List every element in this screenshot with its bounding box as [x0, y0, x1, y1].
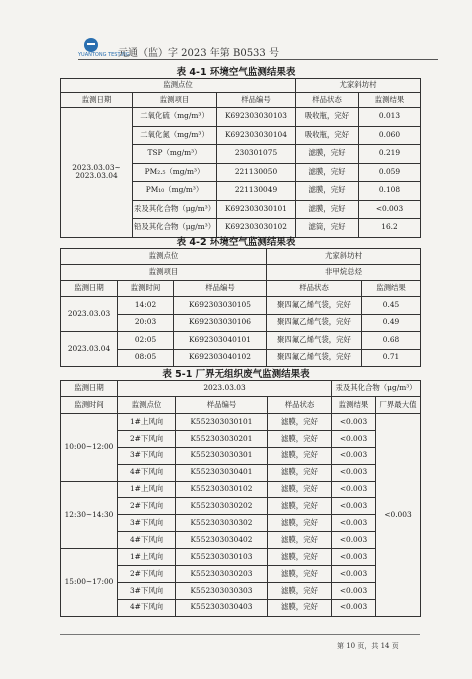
sample-state: 滤膜，完好	[268, 481, 332, 498]
monitor-result: 16.2	[359, 219, 421, 238]
monitor-result: <0.003	[332, 532, 376, 549]
document-number: 元通（监）字 2023 年第 B0533 号	[118, 48, 279, 59]
monitor-result: <0.003	[332, 549, 376, 566]
sample-state: 滤膜，完好	[268, 430, 332, 447]
monitor-point-label: 监测点位	[61, 249, 267, 265]
sample-state: 滤膜，完好	[296, 163, 359, 182]
monitor-result: 0.71	[362, 349, 421, 367]
sample-state: 滤膜，完好	[268, 566, 332, 583]
sample-state: 吸收瓶，完好	[296, 108, 359, 127]
sample-state: 滤膜，完好	[268, 582, 332, 599]
monitor-time: 02:05	[118, 332, 174, 350]
monitor-result: <0.003	[332, 515, 376, 532]
monitor-time: 08:05	[118, 349, 174, 367]
monitor-result: <0.003	[332, 447, 376, 464]
sample-state: 滤膜，完好	[268, 549, 332, 566]
monitor-item: 二氧化氮（mg/m³）	[133, 126, 217, 145]
monitor-time: 12:30~14:30	[61, 481, 118, 549]
monitor-result: 0.219	[359, 145, 421, 164]
sample-id: K692303030101	[217, 200, 296, 219]
monitor-point: 4#下风向	[118, 532, 176, 549]
sample-id: K552303030102	[176, 481, 268, 498]
monitor-point: 3#下风向	[118, 515, 176, 532]
sample-id: 221130049	[217, 182, 296, 201]
sample-state: 聚四氟乙烯气袋，完好	[267, 332, 362, 350]
sample-id: K552303030303	[176, 582, 268, 599]
monitor-point: 4#下风向	[118, 464, 176, 481]
column-header: 监测日期	[61, 93, 133, 108]
table-5-1	[60, 380, 421, 617]
boundary-max-value: <0.003	[376, 414, 421, 617]
monitor-result: 0.108	[359, 182, 421, 201]
monitor-result: <0.003	[332, 498, 376, 515]
sample-id: K552303030402	[176, 532, 268, 549]
column-header: 监测项目	[133, 93, 217, 108]
sample-id: K552303030302	[176, 515, 268, 532]
monitor-point: 1#上风向	[118, 549, 176, 566]
sample-state: 滤筒，完好	[296, 219, 359, 238]
company-logo	[78, 38, 130, 60]
monitor-result: <0.003	[359, 200, 421, 219]
sample-id: K552303030201	[176, 430, 268, 447]
sample-id: K552303030101	[176, 414, 268, 431]
footer-divider	[60, 634, 420, 635]
column-header: 厂界最大值	[376, 397, 421, 414]
monitor-result: 0.013	[359, 108, 421, 127]
table-row	[61, 297, 421, 315]
table-row	[61, 414, 421, 431]
sample-id: K552303030203	[176, 566, 268, 583]
monitor-point: 1#上风向	[118, 414, 176, 431]
monitor-time: 10:00~12:00	[61, 414, 118, 482]
sample-state: 滤膜，完好	[268, 414, 332, 431]
column-header: 样品编号	[176, 397, 268, 414]
table-4-2-caption: 表 4-2 环境空气监测结果表	[176, 237, 296, 248]
monitor-item: PM₂.₅（mg/m³）	[133, 163, 217, 182]
monitor-time: 20:03	[118, 314, 174, 332]
sample-id: K552303030401	[176, 464, 268, 481]
column-header: 监测日期	[61, 281, 118, 297]
sample-state: 滤膜，完好	[296, 200, 359, 219]
column-header: 监测时间	[61, 397, 118, 414]
table-row	[61, 549, 421, 566]
sample-state: 滤膜，完好	[268, 464, 332, 481]
monitor-result: <0.003	[332, 566, 376, 583]
sample-id: K692303030106	[174, 314, 267, 332]
monitor-result: <0.003	[332, 599, 376, 616]
sample-state: 滤膜，完好	[296, 145, 359, 164]
monitor-time: 14:02	[118, 297, 174, 315]
column-header: 样品状态	[296, 93, 359, 108]
column-header: 样品状态	[267, 281, 362, 297]
table-row	[61, 332, 421, 350]
monitor-item: 汞及其化合物（μg/m³）	[133, 200, 217, 219]
monitor-date: 2023.03.03	[118, 381, 332, 397]
monitor-point: 2#下风向	[118, 566, 176, 583]
sample-id: K692303040102	[174, 349, 267, 367]
sample-state: 滤膜，完好	[268, 498, 332, 515]
table-5-1-caption: 表 5-1 厂界无组织废气监测结果表	[162, 369, 310, 380]
sample-state: 滤膜，完好	[268, 447, 332, 464]
monitor-item: PM₁₀（mg/m³）	[133, 182, 217, 201]
monitor-result: <0.003	[332, 481, 376, 498]
sample-id: K692303030103	[217, 108, 296, 127]
sample-id: 230301075	[217, 145, 296, 164]
sample-state: 聚四氟乙烯气袋，完好	[267, 297, 362, 315]
monitor-item: 铅及其化合物（μg/m³）	[133, 219, 217, 238]
column-header: 监测点位	[118, 397, 176, 414]
header-divider	[78, 59, 438, 60]
table-4-1	[60, 78, 421, 238]
monitor-time: 15:00~17:00	[61, 549, 118, 617]
sample-id: K552303030202	[176, 498, 268, 515]
monitor-point-label: 监测点位	[61, 79, 296, 93]
table-4-1-caption: 表 4-1 环境空气监测结果表	[176, 67, 296, 78]
logo-mark-icon	[84, 38, 98, 52]
monitor-item: TSP（mg/m³）	[133, 145, 217, 164]
monitor-result: 0.45	[362, 297, 421, 315]
monitor-result: 0.49	[362, 314, 421, 332]
sample-state: 滤膜，完好	[268, 515, 332, 532]
column-header: 监测结果	[332, 397, 376, 414]
monitor-item-label: 监测项目	[61, 265, 267, 281]
sample-state: 聚四氟乙烯气袋，完好	[267, 314, 362, 332]
column-header: 监测结果	[362, 281, 421, 297]
sample-state: 聚四氟乙烯气袋，完好	[267, 349, 362, 367]
sample-id: K552303030403	[176, 599, 268, 616]
monitor-result: 0.060	[359, 126, 421, 145]
logo-text: YUANTONG TESTING	[78, 52, 130, 58]
column-header: 监测结果	[359, 93, 421, 108]
sample-state: 滤膜，完好	[296, 182, 359, 201]
monitor-result: 0.68	[362, 332, 421, 350]
table-row	[61, 481, 421, 498]
monitor-point: 3#下风向	[118, 447, 176, 464]
monitor-date: 2023.03.04	[61, 332, 118, 367]
monitor-point: 1#上风向	[118, 481, 176, 498]
monitor-point: 2#下风向	[118, 498, 176, 515]
pollutant-name: 汞及其化合物（μg/m³）	[332, 381, 421, 397]
sample-id: 221130050	[217, 163, 296, 182]
monitor-date: 2023.03.03~ 2023.03.04	[61, 108, 133, 238]
monitor-date: 2023.03.03	[61, 297, 118, 332]
monitor-point: 2#下风向	[118, 430, 176, 447]
sample-id: K552303030103	[176, 549, 268, 566]
monitor-result: <0.003	[332, 414, 376, 431]
monitor-result: 0.059	[359, 163, 421, 182]
column-header: 样品编号	[217, 93, 296, 108]
column-header: 样品状态	[268, 397, 332, 414]
monitor-point: 3#下风向	[118, 582, 176, 599]
table-row	[61, 108, 421, 127]
sample-id: K692303030104	[217, 126, 296, 145]
page-number: 第 10 页，共 14 页	[337, 642, 399, 650]
monitor-item: 非甲烷总烃	[267, 265, 421, 281]
sample-id: K552303030301	[176, 447, 268, 464]
column-header: 监测日期	[61, 381, 118, 397]
monitor-item: 二氧化硫（mg/m³）	[133, 108, 217, 127]
monitor-site: 尤家斜坊村	[296, 79, 421, 93]
document-header	[78, 38, 438, 60]
sample-id: K692303030102	[217, 219, 296, 238]
monitor-point: 4#下风向	[118, 599, 176, 616]
sample-state: 吸收瓶，完好	[296, 126, 359, 145]
monitor-site: 尤家斜坊村	[267, 249, 421, 265]
sample-state: 滤膜，完好	[268, 532, 332, 549]
sample-id: K692303040101	[174, 332, 267, 350]
monitor-result: <0.003	[332, 582, 376, 599]
monitor-result: <0.003	[332, 430, 376, 447]
sample-state: 滤膜，完好	[268, 599, 332, 616]
column-header: 监测时间	[118, 281, 174, 297]
monitor-result: <0.003	[332, 464, 376, 481]
table-4-2	[60, 248, 421, 367]
sample-id: K692303030105	[174, 297, 267, 315]
column-header: 样品编号	[174, 281, 267, 297]
